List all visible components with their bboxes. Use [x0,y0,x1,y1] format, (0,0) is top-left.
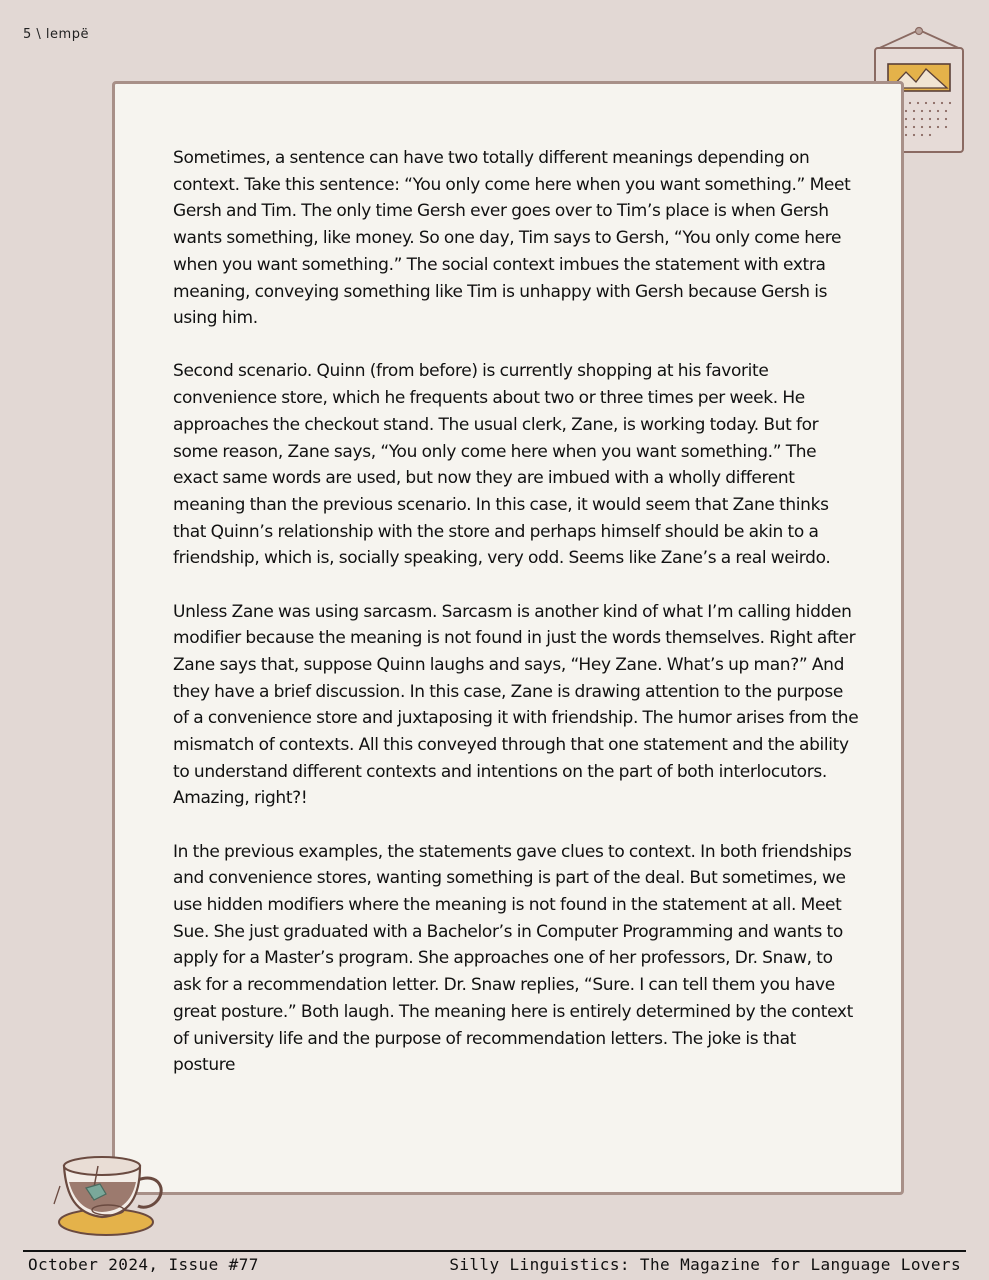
page-number-label: 5 \ lempë [23,27,89,42]
teacup-icon [50,1150,170,1246]
article-body [173,145,859,1106]
footer-magazine-title: Silly Linguistics: The Magazine for Language Lovers [449,1255,961,1274]
footer-divider [23,1250,966,1252]
paragraph-2: Second scenario. Quinn (from before) is currently shopping at his favorite convenience store, which he frequents about two or three times per week. He approaches the checkout stand. The usual clerk, Zane, is working today. But for some reason, Zane says, “You only come here when you want something.” The exact same words are used, but now they are imbued with a wholly different meaning than the previous scenario. In this case, it would seem that Zane thinks that Quinn’s relationship with the store and perhaps himself should be akin to a friendship, which is, socially speaking, very odd. Seems like Zane’s a real weirdo. [173,361,831,569]
paragraph-4: In the previous examples, the statements gave clues to context. In both friendships and convenience stores, wanting something is part of the deal. But sometimes, we use hidden modifiers where the meaning is not found in the statement at all. Meet Sue. She just graduated with a Bachelor’s in Computer Programming and wants to apply for a Master’s program. She approaches one of her professors, Dr. Snaw, to ask for a recommendation letter. Dr. Snaw replies, “Sure. I can tell them you have great posture.” Both laugh. The meaning here is entirely determined by the context of university life and the purpose of recommendation letters. The joke is that posture [173,841,853,1076]
paragraph-3: Unless Zane was using sarcasm. Sarcasm is another kind of what I’m calling hidden modifier because the meaning is not found in just the words themselves. Right after Zane says that, suppose Quinn laughs and says, “Hey Zane. What’s up man?” And they have a brief discussion. In this case, Zane is drawing attention to the purpose of a convenience store and juxtaposing it with friendship. The humor arises from the mismatch of contexts. All this conveyed through that one statement and the ability to understand different contexts and intentions on the part of both interlocutors. Amazing, right?! [173,601,859,809]
paragraph-1: Sometimes, a sentence can have two totally different meanings depending on context. Take this sentence: “You only come here when you want something.” Meet Gersh and Tim. The only time Gersh ever goes over to Tim’s place is when Gersh wants something, like money. So one day, Tim says to Gersh, “You only come here when you want something.” The social context imbues the statement with extra meaning, conveying something like Tim is unhappy with Gersh because Gersh is using him. [173,148,851,329]
footer-issue: October 2024, Issue #77 [28,1255,259,1274]
